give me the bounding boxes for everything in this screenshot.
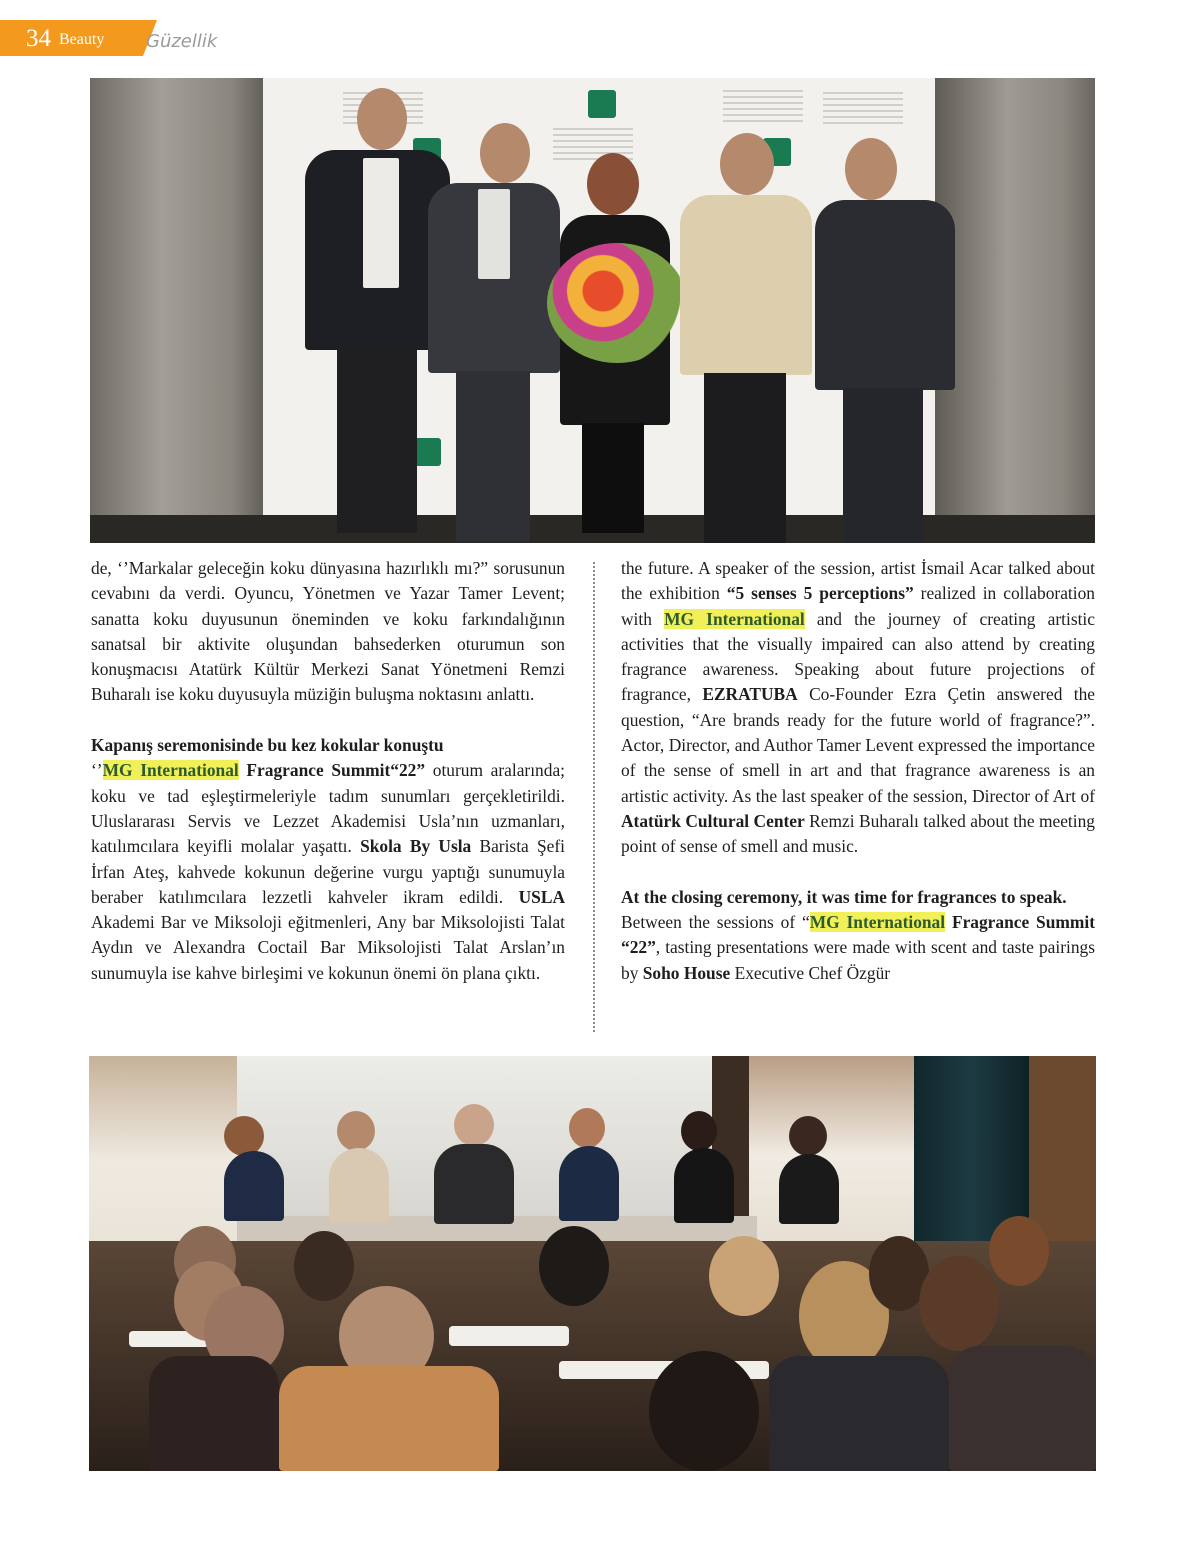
page-number: 34 [26,24,51,52]
concrete-pillar-left [90,78,268,543]
backdrop-print [723,90,803,126]
panel-session-audience-photo [89,1056,1096,1471]
brand-highlight: MG International [809,912,946,933]
column-divider [593,562,595,1032]
paragraph: the future. A speaker of the session, artist İsmail Acar talked about the exhibition “5 senses 5 perceptions” realized in collaboration with MG International and the journey of creating artistic activities that the visually impaired can also attend by creating fragrance awareness. Speaking about future projections of fragrance, EZRATUBA Co-Founder Ezra Çetin answered the question, “Are brands ready for the future world of fragrance?”. Actor, Director, and Author Tamer Levent expressed the importance of the sense of smell in art and that fragrance awareness is an artistic activity. As the last speaker of the session, Director of Art of Atatürk Cultural Center Remzi Buharalı talked about the meeting point of sense of smell and music. [621,558,1095,857]
brand-highlight: MG International [664,608,805,629]
mg-logo-mark [588,90,616,118]
section-label-en: Beauty [59,31,105,48]
paragraph: de, ‘’Markalar geleceğin koku dünyasına hazırlıklı mı?” sorusunun cevabını da verdi. Oyuncu, Yönetmen ve Yazar Tamer Levent; sanatta koku duyusunun öneminden ve koku farkındalığının sanatsal bir aktivite oluşundan bahsederken oturumun son konuşmacısı Atatürk Kültür Merkezi Sanat Yönetmeni Remzi Buharalı ise koku duyusuyla müziğin buluşma noktasını anlattı. [91,558,565,705]
paragraph: ‘’MG International Fragrance Summit“22” oturum aralarında; koku ve tad eşleştirmeleriyle tadım sunumları gerçekletirildi. Uluslararası Servis ve Lezzet Akademisi Usla’nın uzmanları, katılımcılara keyifli molalar yaşattı. Skola By Usla Barista Şefi İrfan Ateş, kahvede kokunun değerine vurgu yaptığı sunumuyla beraber katılımcılara lezzetli kahveler ikram edildi. USLA Akademi Bar ve Miksoloji eğitmenleri, Any bar Miksolojisti Talat Aydın ve Alexandra Coctail Bar Miksolojisti Talat Arslan’ın sunumuyla ise kahve birleşimi ve kokunun önemi ön plana çıktı. [91,760,565,983]
group-portrait-photo [90,78,1095,543]
backdrop-print [823,92,903,128]
subheading: At the closing ceremony, it was time for fragrances to speak. [621,886,1067,907]
article-column-english [621,556,1095,986]
section-tab [0,20,143,56]
concrete-pillar-right [935,78,1095,543]
subheading: Kapanış seremonisinde bu kez kokular konuştu [91,735,444,756]
brand-highlight: MG International [102,760,239,781]
flower-bouquet [547,243,687,363]
article-column-turkish [91,556,565,986]
section-label-tr: Güzellik [146,31,218,52]
summit-banner-right [749,1056,914,1256]
mg-logo-mark [413,438,441,466]
paragraph: Between the sessions of “MG International Fragrance Summit “22”, tasting presentations were made with scent and taste pairings by Soho House Executive Chef Özgür [621,912,1095,983]
